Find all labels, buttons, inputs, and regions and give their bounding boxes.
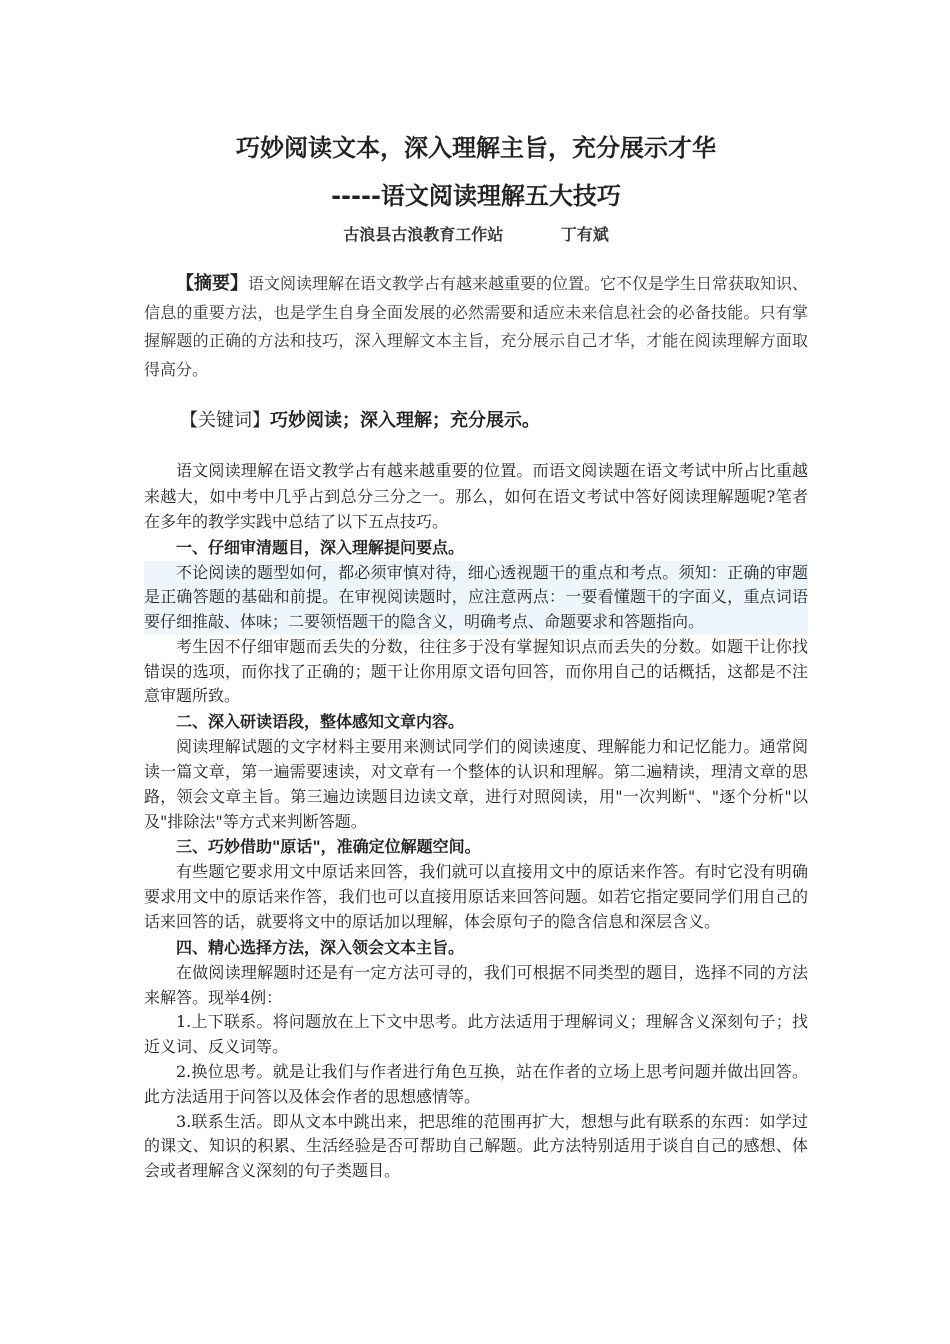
method-item-3: 3.联系生活。即从文本中跳出来，把思维的范围再扩大，想想与此有联系的东西：如学过的课文、知识的积累、生活经验是否可帮助自己解题。此方法特别适用于谈自自己的感想、体会或者理解含义深刻的句子类题目。 — [144, 1111, 808, 1181]
abstract-paragraph — [144, 270, 808, 384]
keywords-text: 巧妙阅读；深入理解；充分展示。 — [270, 410, 540, 431]
article-subtitle: -----语文阅读理解五大技巧 — [331, 182, 621, 210]
section-2-paragraph: 阅读理解试题的文字材料主要用来测试同学们的阅读速度、理解能力和记忆能力。通常阅读一篇文章，第一遍需要速读，对文章有一个整体的认识和理解。第二遍精读，理清文章的思路，领会文章主旨。第三遍边读题目边读文章，进行对照阅读，用"一次判断"、"逐个分析"以及"排除法"等方式来判断答题。 — [144, 737, 808, 831]
section-1-paragraph-2: 考生因不仔细审题而丢失的分数，往往多于没有掌握知识点而丢失的分数。如题干让你找错误的选项，而你找了正确的；题干让你用原文语句回答，而你用自己的话概括，这都是不注意审题所致。 — [144, 636, 808, 706]
section-heading-1: 一、仔细审清题目，深入理解提问要点。 — [176, 537, 465, 557]
keywords-label: 【关键词】 — [180, 410, 270, 431]
author-line — [144, 220, 808, 250]
method-item-1: 1.上下联系。将问题放在上下文中思考。此方法适用于理解词义；理解含义深刻句子；找近义词、反义词等。 — [144, 1012, 808, 1057]
article-body — [144, 458, 808, 1184]
section-1-paragraph-1: 不论阅读的题型如何，都必须审慎对待，细心透视题干的重点和考点。须知：正确的审题是正确答题的基础和前提。在审视阅读题时，应注意两点：一要看懂题干的字面义，重点词语要仔细推敲、体味；二要领悟题干的隐含义，明确考点、命题要求和答题指向。 — [144, 561, 808, 635]
section-heading-4: 四、精心选择方法，深入领会文本主旨。 — [176, 937, 465, 957]
author-organization: 古浪县古浪教育工作站 — [343, 225, 504, 244]
section-heading-3: 三、巧妙借助"原话"，准确定位解题空间。 — [176, 837, 481, 857]
author-name: 丁有斌 — [560, 225, 609, 244]
abstract-text: 语文阅读理解在语文教学占有越来越重要的位置。它不仅是学生日常获取知识、信息的重要方法，也是学生自身全面发展的必然需要和适应未来信息社会的必备技能。只有掌握解题的正确的方法和技巧，深入理解文本主旨，充分展示自己才华，才能在阅读理解方面取得高分。 — [144, 274, 809, 379]
section-4-paragraph: 在做阅读理解题时还是有一定方法可寻的，我们可根据不同类型的题目，选择不同的方法来解答。现举4例： — [144, 962, 808, 1007]
article-title: 巧妙阅读文本，深入理解主旨，充分展示才华 — [236, 134, 716, 162]
keywords-line — [144, 406, 808, 436]
section-3-paragraph: 有些题它要求用文中原话来回答，我们就可以直接用文中的原话来作答。有时它没有明确要求用文中的原话来作答，我们也可以直接用原话来回答问题。如若它指定要同学们用自己的话来回答的话，就要将文中的原话加以理解，体会原句子的隐含信息和深层含义。 — [144, 862, 808, 932]
section-heading-2: 二、深入研读语段，整体感知文章内容。 — [176, 712, 465, 732]
document-content — [144, 128, 808, 1184]
abstract-label: 【摘要】 — [176, 273, 248, 294]
intro-paragraph: 语文阅读理解在语文教学占有越来越重要的位置。而语文阅读题在语文考试中所占比重越来越大，如中考中几乎占到总分三分之一。那么，如何在语文考试中答好阅读理解题呢?笔者在多年的教学实践中总结了以下五点技巧。 — [144, 461, 808, 531]
method-item-2: 2.换位思考。就是让我们与作者进行角色互换，站在作者的立场上思考问题并做出回答。此方法适用于问答以及体会作者的思想感情等。 — [144, 1062, 808, 1106]
